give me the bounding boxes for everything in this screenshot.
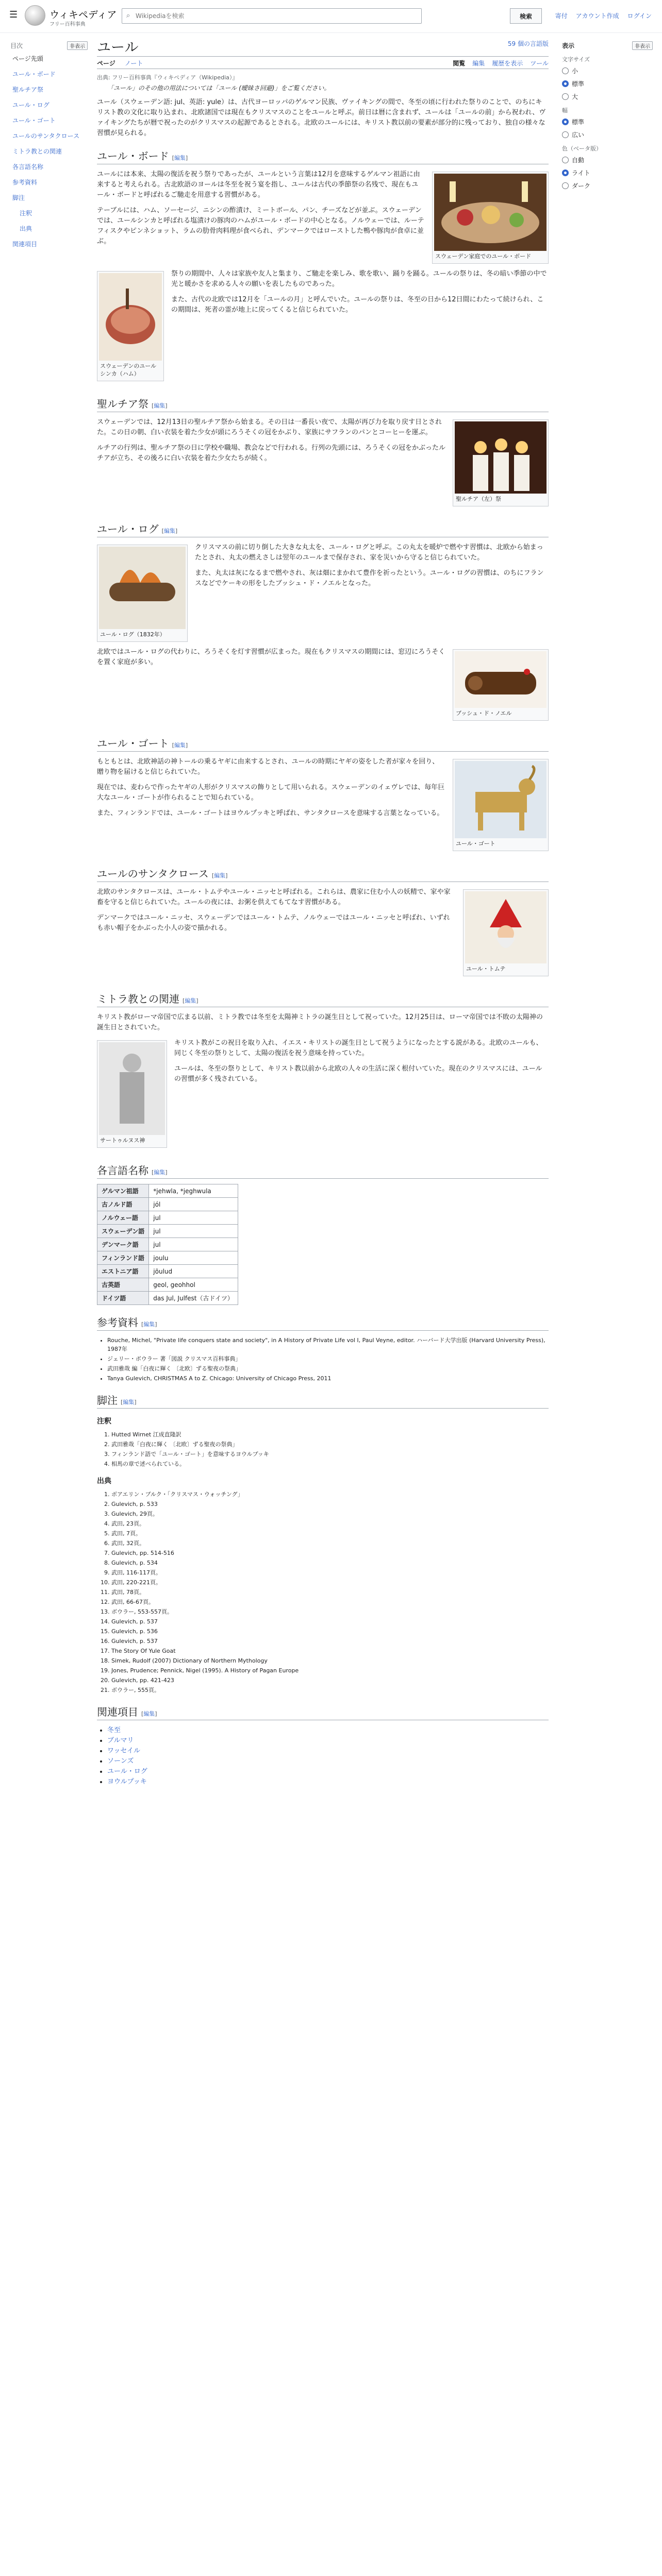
sources-subheading: 出典 [97,1477,111,1485]
edit-link[interactable]: 編集 [214,872,226,879]
note-item: 4. 相馬の章で述べられている。 [111,1460,549,1468]
paragraph: テーブルには、ハム、ソーセージ、ニシンの酢漬け、ミートボール、パン、チーズなどが並ぶ。スウェーデンでは、ユールシンカと呼ばれる塩漬けの豚肉のハムがユール・ボードの中心となる。ノルウェーでは、ルーテフィスクやピンネショット、ラムの肋骨肉料理が食べられ、デンマークではローストした鴨や豚肉が食卓に並ぶ。 [97,207,424,245]
names-table [97,1184,238,1305]
section-heading-names: 各言語名称 [編集] [97,1162,549,1179]
list-item [107,1725,549,1736]
source-item: 16. Gulevich, p. 537 [111,1637,549,1646]
source-item: 17. The Story Of Yule Goat [111,1647,549,1655]
language-button[interactable]: 59 個の言語版 [507,40,549,47]
paragraph: キリスト教がこの祝日を取り入れ、イエス・キリストの誕生日として祝うようになったとする説がある。北欧のユールも、同じく冬至の祭りとして、太陽の復活を祝う意味を持っていた。 [174,1039,543,1057]
thumbnail [432,172,549,264]
radio-color-dark[interactable] [562,182,569,189]
language-name: スウェーデン語 [97,1225,149,1238]
language-name: デンマーク語 [97,1238,149,1251]
see-also-link[interactable]: 冬至 [107,1726,121,1734]
tab-talk[interactable]: ノート [124,60,143,67]
edit-link[interactable]: 編集 [174,155,186,161]
language-term: jól [149,1198,238,1211]
list-item [107,1756,549,1767]
user-links [555,11,652,20]
see-also-list [107,1725,549,1787]
page-title-text: ユール [97,40,139,56]
edit-link[interactable]: 編集 [185,997,196,1004]
paragraph: もともとは、北欧神話の神トールの乗るヤギに由来するとされ、ユールの時期にヤギの姿をした者が家々を回り、贈り物を届けると信じられていた。 [97,758,439,776]
buche-de-noel-image[interactable] [455,651,547,708]
option-label: ライト [572,170,590,177]
thumbnail [97,1040,167,1148]
language-term: jõulud [149,1265,238,1278]
toc-item[interactable]: ページ先頭 [12,55,43,62]
site-name[interactable]: ウィキペディア [49,9,117,21]
notes-list [111,1430,549,1468]
page-title [97,36,549,57]
list-item [107,1736,549,1746]
table-row [97,1251,238,1265]
paragraph: クリスマスの前に切り倒した大きな丸太を、ユール・ログと呼ぶ。この丸太を暖炉で燃やす習慣は、北欧から始まったとされ、丸太の燃えさしは翌年のユールまで保存され、家を災いから守ると信じられていた。 [195,544,543,562]
note-item: 3. フィンランド語で「ユール・ゴート」を意味するヨウルプッキ [111,1450,549,1459]
edit-link[interactable]: 編集 [174,742,186,749]
source-item: 8. Gulevich, p. 534 [111,1558,549,1567]
list-item [107,1777,549,1787]
paragraph: 祭りの期間中、人々は家族や友人と集まり、ご馳走を楽しみ、歌を歌い、踊りを踊る。ユールの祭りは、冬の暗い季節の中で光と暖かさを求める人々の願いを表したものであった。 [171,270,547,288]
tab-tools[interactable]: ツール [530,60,549,67]
section-heading-refs: 参考資料 [編集] [97,1314,549,1331]
edit-link[interactable]: 編集 [123,1399,135,1405]
option-label: 大 [572,93,578,100]
thumbnail [453,649,549,721]
source-item: 14. Gulevich, p. 537 [111,1617,549,1626]
yule-tomte-image[interactable] [465,891,547,963]
site-tagline: フリー百科事典 [49,22,86,27]
appearance-heading: 表示 [562,42,575,49]
source-item: 12. 武田, 66-67頁。 [111,1598,549,1606]
section-heading-see: 関連項目 [編集] [97,1704,549,1720]
page-tabs [97,57,549,69]
table-row [97,1278,238,1292]
create-account-link[interactable]: アカウント作成 [575,12,619,20]
source-item: 6. 武田, 32頁。 [111,1539,549,1548]
language-name: ドイツ語 [97,1292,149,1305]
section-heading-notes: 脚注 [編集] [97,1392,549,1409]
toc-sidebar [10,41,88,255]
table-row [97,1238,238,1251]
section-heading-log: ユール・ログ [編集] [97,521,549,537]
search-box [122,8,532,24]
appearance-hide-button[interactable]: 非表示 [632,41,653,50]
paragraph: 現在では、麦わらで作ったヤギの人形がクリスマスの飾りとして用いられる。スウェーデンのイェヴレでは、毎年巨大なユール・ゴートが作られることで知られている。 [97,784,445,802]
source-item: 9. 武田, 116-117頁。 [111,1568,549,1577]
toc-heading: 目次 [10,42,23,49]
toc-item[interactable]: 関連項目 [12,241,38,248]
main-menu-icon[interactable]: ☰ [9,9,18,20]
color-label: 色（ベータ版） [562,145,602,152]
toc-item[interactable]: ユール・ゴート [12,117,56,124]
intro-paragraph: ユール（スウェーデン語: jul、英語: yule）は、古代ヨーロッパのゲルマン民族、ヴァイキングの間で、冬至の頃に行われた祭りのことで、のちにキリスト教の文化に取り込まれ、北欧諸国では現在もクリスマスのことをユールと呼ぶ。前日は暦に含まれず、ユールは「ユールの前」から祝われ、ヴァイキングたちが暦で祝ったのがクリスマスの起源であるとされる。北欧のユールには、キリスト教以前の要素が部分的に残っており、独自の様々な習慣が見られる。 [97,98,546,137]
toc-item[interactable]: 参考資料 [12,179,38,186]
see-also-link[interactable]: ユール・ログ [107,1768,147,1775]
search-icon: ⌕ [126,12,130,20]
paragraph: スウェーデンでは、12月13日の聖ルチア祭から始まる。その日は一番長い夜で、太陽が再び力を取り戻す日とされた。この日の朝、白い衣装を着た少女が頭にろうそくの冠をかぶり、家族にサフランのパンとコーヒーを運ぶ。 [97,418,442,436]
option-label: 小 [572,67,578,75]
toc-item[interactable]: ミトラ教との関連 [12,148,62,155]
thumbnail [453,419,549,506]
hatnote: 「ユール」のその他の用法については「ユール (曖昧さ回避)」をご覧ください。 [107,84,330,92]
toc-item[interactable]: ユール・ボード [12,71,56,78]
table-row [97,1184,238,1198]
paragraph: また、丸太は灰になるまで燃やされ、灰は畑にまかれて豊作を祈ったという。ユール・ログの習慣は、のちにフランスなどでケーキの形をしたブッシュ・ド・ノエルとなった。 [195,569,544,587]
tab-history[interactable]: 履歴を表示 [492,60,523,67]
see-also-link[interactable]: ソーンズ [107,1757,134,1765]
language-name: 古ノルド語 [97,1198,149,1211]
table-row [97,1211,238,1225]
table-row [97,1198,238,1211]
caption: ユール・ゴート [456,840,495,847]
reference-item: • ジェリー・ボウラー 著「図説 クリスマス百科事典」 [107,1354,549,1363]
edit-link[interactable]: 編集 [143,1710,155,1717]
language-name: フィンランド語 [97,1251,149,1265]
yule-ham-image[interactable] [99,273,162,361]
reference-item: • 武田雅哉 編「白夜に輝く 〔北欧〕ずる聖夜の祭典」 [107,1364,549,1373]
source-item: 11. 武田, 78頁。 [111,1588,549,1597]
radio-width-wide[interactable] [562,131,569,138]
radio-color-light[interactable] [562,170,569,176]
source-item: 3. Gulevich, 29頁。 [111,1510,549,1518]
radio-text-standard[interactable] [562,80,569,87]
source-item: 4. 武田, 23頁。 [111,1519,549,1528]
option-label: ダーク [572,182,591,190]
article-content [97,36,549,1787]
option-label: 標準 [572,118,585,126]
sources-list [111,1490,549,1694]
toc-item[interactable]: 各言語名称 [12,163,44,171]
notes-subheading: 注釈 [97,1417,111,1426]
caption: 聖ルチア（左）祭 [456,496,501,502]
width-label: 幅 [562,107,568,114]
language-term: geol, geohhol [149,1278,238,1292]
option-label: 標準 [572,80,585,88]
yule-log-image[interactable] [99,547,186,629]
reference-item: • Tanya Gulevich, CHRISTMAS A to Z. Chicago: University of Chicago Press, 2011 [107,1374,549,1383]
tab-read[interactable]: 閲覧 [453,60,466,67]
saturn-image[interactable] [99,1042,165,1135]
radio-color-auto[interactable] [562,157,569,163]
option-label: 自動 [572,157,585,164]
language-term: das Jul, Julfest（古ドイツ） [149,1292,238,1305]
site-header [0,0,662,33]
thumbnail [463,889,549,976]
source-item: 20. Gulevich, pp. 421-423 [111,1676,549,1685]
language-term: joulu [149,1251,238,1265]
paragraph: デンマークではユール・ニッセ、スウェーデンではユール・トムテ、ノルウェーではユール・ニッセと呼ばれ、いずれも赤い帽子をかぶった小人の姿で描かれる。 [97,914,450,932]
paragraph: また、古代の北欧では12月を「ユールの月」と呼んでいた。ユールの祭りは、冬至の日から12日間にわたって続けられ、この期間は、死者の霊が地上に戻ってくると信じられていた。 [171,296,544,314]
toc-hide-button[interactable]: 非表示 [67,41,88,50]
lucia-image[interactable] [455,421,547,494]
references-list [107,1336,549,1383]
toc-item[interactable]: 聖ルチア祭 [12,86,44,93]
section-heading-santa: ユールのサンタクロース [編集] [97,866,549,882]
language-name: ゲルマン祖語 [97,1184,149,1198]
section-heading-goat: ユール・ゴート [編集] [97,735,549,752]
yule-goat-image[interactable] [455,761,547,838]
toc-item[interactable]: 脚注 [12,194,25,201]
edit-link[interactable]: 編集 [143,1321,155,1328]
toc-item[interactable]: ユール・ログ [12,101,49,109]
toc-item[interactable]: ユールのサンタクロース [12,132,80,140]
search-button[interactable]: 検索 [510,8,542,24]
toc-item[interactable]: 出典 [20,225,32,232]
source-item: 5. 武田, 7頁。 [111,1529,549,1538]
thumbnail [97,271,164,381]
source-item: 2. Gulevich, p. 533 [111,1500,549,1509]
login-link[interactable]: ログイン [627,12,652,20]
note-item: 2. 武田雅哉「白夜に輝く 〔北欧〕ずる聖夜の祭典」 [111,1440,549,1449]
see-also-link[interactable]: ブルマリ [107,1737,134,1744]
table-row [97,1265,238,1278]
tab-edit[interactable]: 編集 [472,60,485,67]
radio-text-small[interactable] [562,67,569,74]
section-heading-lucia: 聖ルチア祭 [編集] [97,396,549,412]
paragraph: キリスト教がローマ帝国で広まる以前、ミトラ教では冬至を太陽神ミトラの誕生日として祝っていた。12月25日は、ローマ帝国では不敗の太陽神の誕生日とされていた。 [97,1013,543,1031]
toc-item[interactable]: 注釈 [20,210,32,217]
language-term: *jehwla, *jeghwula [149,1184,238,1198]
source-item: 15. Gulevich, p. 536 [111,1627,549,1636]
caption: サートゥルヌス神 [100,1137,145,1144]
source-item: 10. 武田, 220-221頁。 [111,1578,549,1587]
language-term: jul [149,1211,238,1225]
see-also-link[interactable]: ヨウルプッキ [107,1778,147,1786]
language-term: jul [149,1225,238,1238]
language-name: 古英語 [97,1278,149,1292]
reference-item: • Rouche, Michel, "Private life conquers state and society", in A History of Private Life vol I, Paul Veyne, editor. ハーバード大学出版 (Harvard University Press), 1987年 [107,1336,549,1353]
source-item: 13. ボウラー, 553-557頁。 [111,1607,549,1616]
source-item: 18. Simek, Rudolf (2007) Dictionary of Northern Mythology [111,1656,549,1665]
radio-text-large[interactable] [562,93,569,100]
source-item: 7. Gulevich, pp. 514-516 [111,1549,549,1557]
language-name: ノルウェー語 [97,1211,149,1225]
caption: ブッシュ・ド・ノエル [456,710,512,717]
text-size-label: 文字サイズ [562,56,590,63]
tab-page[interactable]: ページ [97,60,115,67]
caption: ユール・トムテ [466,965,506,972]
donate-link[interactable]: 寄付 [555,12,568,20]
thumbnail [97,545,188,642]
option-label: 広い [572,131,585,139]
list-item [107,1746,549,1756]
section-heading-board: ユール・ボード [編集] [97,148,549,164]
thumbnail [453,759,549,851]
wikipedia-logo[interactable] [25,5,45,26]
caption: ユール・ログ（1832年） [100,631,166,638]
paragraph: ユールは、冬至の祭りとして、キリスト教以前から北欧の人々の生活に深く根付いていた。現在のクリスマスには、ユールの習慣が多く残されている。 [174,1065,542,1083]
source-item: 1. ボアエリン・ブルク・「クリスマス・ウォッチング」 [111,1490,549,1499]
caption: スウェーデンのユールシンカ（ハム） [100,363,157,377]
caption: スウェーデン家庭でのユール・ボード [435,253,532,260]
search-input[interactable] [136,11,352,21]
from-line: 出典: フリー百科事典『ウィキペディア（Wikipedia）』 [97,74,238,81]
list-item [107,1767,549,1777]
edit-link[interactable]: 編集 [154,1169,166,1176]
paragraph: また、フィンランドでは、ユール・ゴートはヨウルプッキと呼ばれ、サンタクロースを意味する言葉となっている。 [97,809,444,817]
edit-link[interactable]: 編集 [163,528,175,534]
paragraph: 北欧のサンタクロースは、ユール・トムテやユール・ニッセと呼ばれる。これらは、農家に住む小人の妖精で、家や家畜を守ると信じられていた。ユールの夜には、お粥を供えてもてなす習慣がある。 [97,888,451,906]
see-also-link[interactable]: ワッセイル [107,1747,140,1755]
source-item: 19. Jones, Prudence; Pennick, Nigel (1995). A History of Pagan Europe [111,1666,549,1675]
table-row [97,1225,238,1238]
edit-link[interactable]: 編集 [154,402,166,409]
source-item: 21. ボウラー, 555頁。 [111,1686,549,1694]
paragraph: ルチアの行列は、聖ルチア祭の日に学校や職場、教会などで行われる。行列の先頭には、ろうそくの冠をかぶったルチアが立ち、その後ろに白い衣装を着た少女たちが続く。 [97,444,446,462]
note-item: 1. Hutted Wirnet 江成直隆訳 [111,1430,549,1439]
paragraph: ユールには本来、太陽の復活を祝う祭りであったが、ユールという言葉は12月を意味するゲルマン祖語に由来すると考えられる。古北欧語のヨールは冬至を祝う宴を指し、ユールは古代の季節祭の名残で、現在もユール・ボードと呼ばれるご馳走を用意する習慣がある。 [97,171,420,199]
appearance-panel [562,41,653,194]
language-term: jul [149,1238,238,1251]
paragraph: 北欧ではユール・ログの代わりに、ろうそくを灯す習慣が広まった。現在もクリスマスの期間には、窓辺にろうそくを置く家庭が多い。 [97,648,445,666]
radio-width-standard[interactable] [562,118,569,125]
language-name: エストニア語 [97,1265,149,1278]
yule-board-image[interactable] [434,174,547,251]
section-heading-mithra: ミトラ教との関連 [編集] [97,991,549,1007]
table-row [97,1292,238,1305]
